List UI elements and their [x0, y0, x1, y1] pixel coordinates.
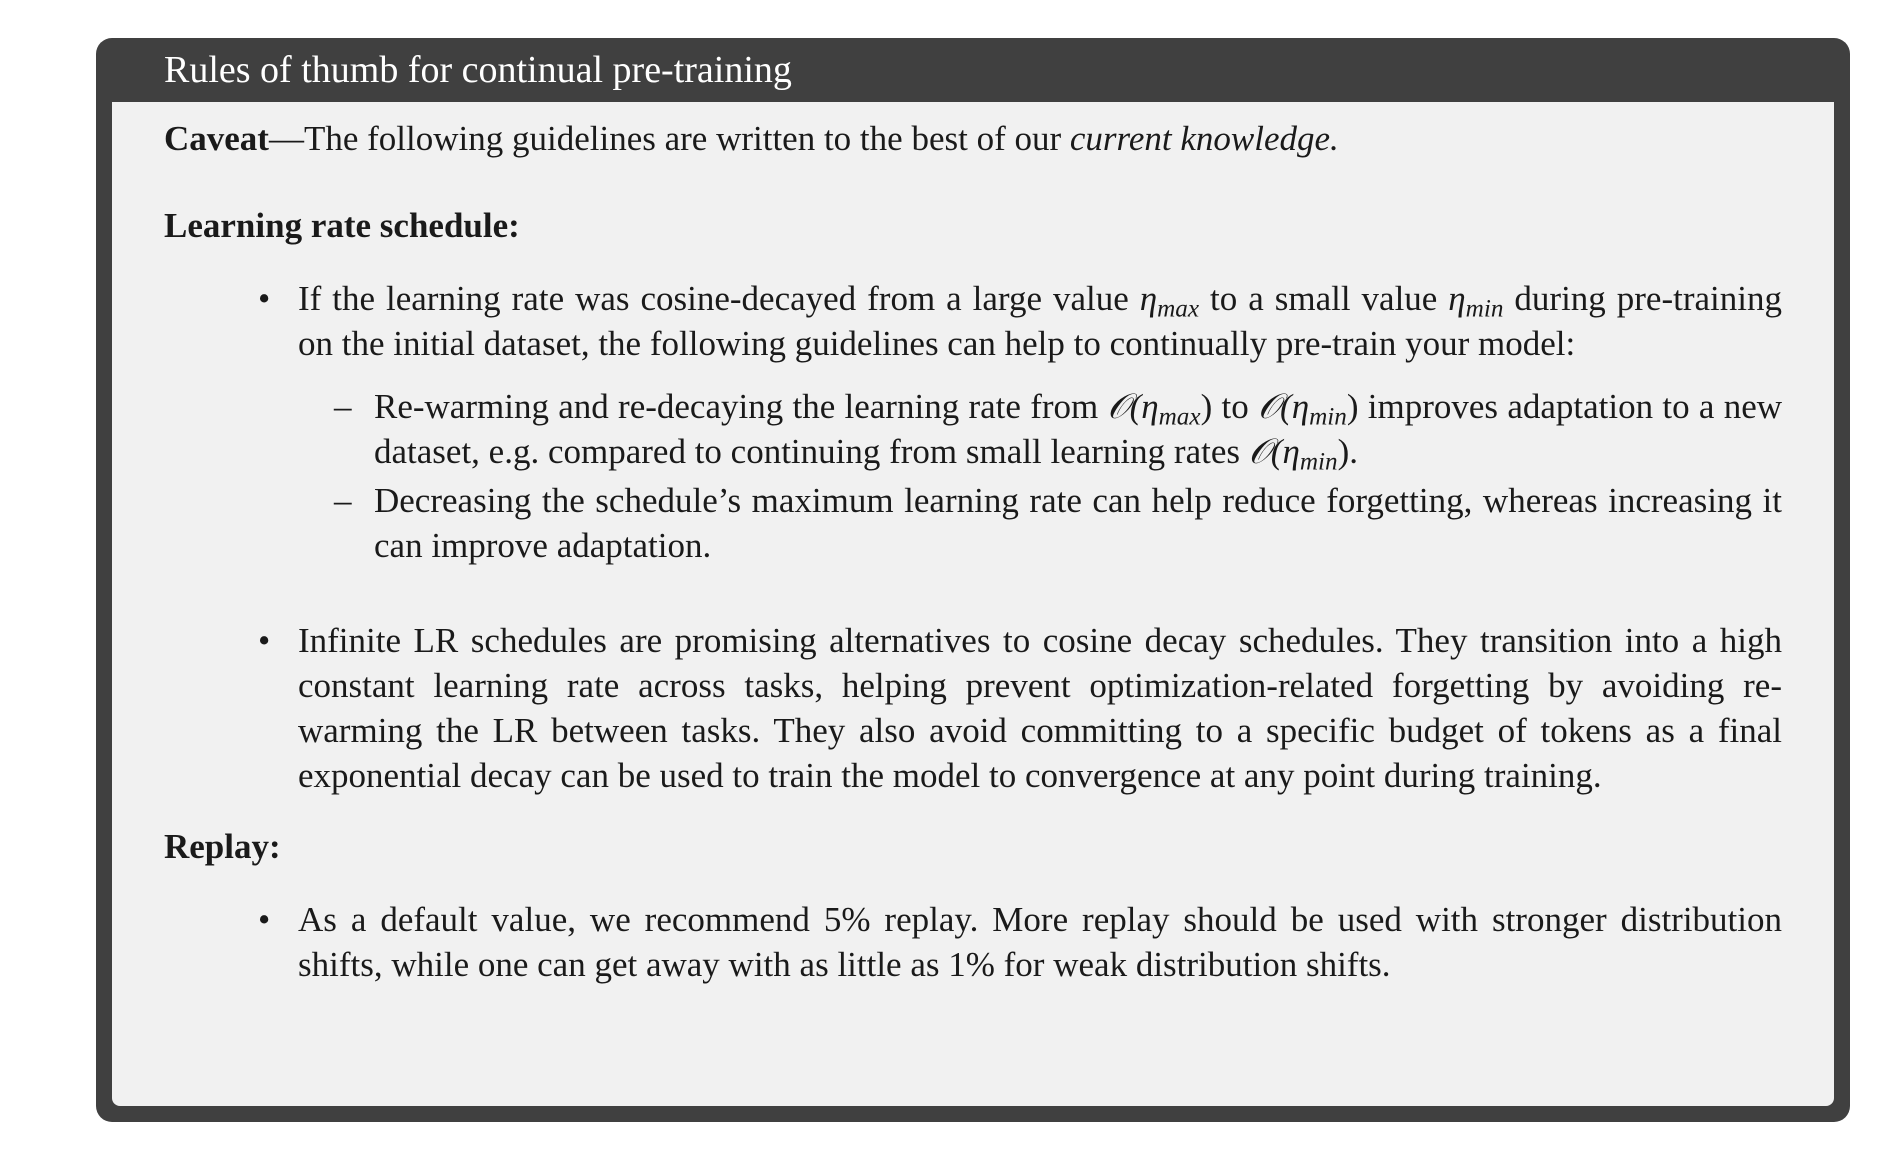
- math-big-o: 𝒪(η: [1248, 432, 1300, 471]
- box-body: [112, 102, 1834, 1106]
- math-subscript: min: [1299, 448, 1338, 476]
- section-heading-lr-schedule: Learning rate schedule:: [164, 206, 520, 245]
- caveat-text: —The following guidelines are written to the best of our: [268, 119, 1070, 158]
- replay-list: [164, 897, 1782, 987]
- math-big-o: 𝒪(η: [1258, 387, 1310, 426]
- caveat-label: Caveat: [164, 119, 269, 158]
- math-eta: η: [1139, 279, 1158, 318]
- list-item: • If the learning rate was cosine-decayed from a large value $\eta_{max}$ to a small value $\eta_{min}$ during pre-training on the initial dataset, the following guidelines can help to continually pre-train your model: – Re-warming and re-decaying the learning rate from $𝒪(\eta_{max})$ to $𝒪(\eta_{min})$ improves adaptation to a new dataset, e.g. compared to continuing from small learning rates $𝒪(\eta_{min})$. – Decreasing the schedule’s maximum learning rate can help reduce forgetting, whereas increasing it can improve adaptation.: [298, 276, 1782, 568]
- caveat-paragraph: [164, 116, 1782, 161]
- sub-list-item: – Decreasing the schedule’s maximum learning rate can help reduce forgetting, whereas increasing it can improve adaptation.: [374, 478, 1782, 568]
- lr-schedule-list: [164, 276, 1782, 798]
- list-item: • Infinite LR schedules are promising alternatives to cosine decay schedules. They transition into a high constant learning rate across tasks, helping prevent optimization-related forgetting by avoiding re-warming the LR between tasks. They also avoid committing to a specific budget of tokens as a final exponential decay can be used to train the model to convergence at any point during training.: [298, 618, 1782, 798]
- math-subscript: min: [1309, 403, 1347, 431]
- lr-schedule-sublist: [298, 384, 1782, 568]
- list-item: • As a default value, we recommend 5% replay. More replay should be used with stronger distribution shifts, while one can get away with as little as 1% for weak distribution shifts.: [298, 897, 1782, 987]
- section-heading-replay: Replay:: [164, 827, 281, 866]
- math-subscript: max: [1157, 295, 1200, 323]
- math-subscript: max: [1158, 403, 1201, 431]
- box-title: Rules of thumb for continual pre-training: [164, 49, 792, 91]
- sub-list-item: – Re-warming and re-decaying the learning rate from $𝒪(\eta_{max})$ to $𝒪(\eta_{min})$ improves adaptation to a new dataset, e.g. compared to continuing from small learning rates $𝒪(\eta_{min})$.: [374, 384, 1782, 474]
- rules-box: [96, 38, 1850, 1122]
- math-big-o: 𝒪(η: [1107, 387, 1159, 426]
- math-subscript: min: [1465, 295, 1504, 323]
- caveat-emphasis: current knowledge.: [1069, 119, 1339, 158]
- math-eta: η: [1448, 279, 1466, 318]
